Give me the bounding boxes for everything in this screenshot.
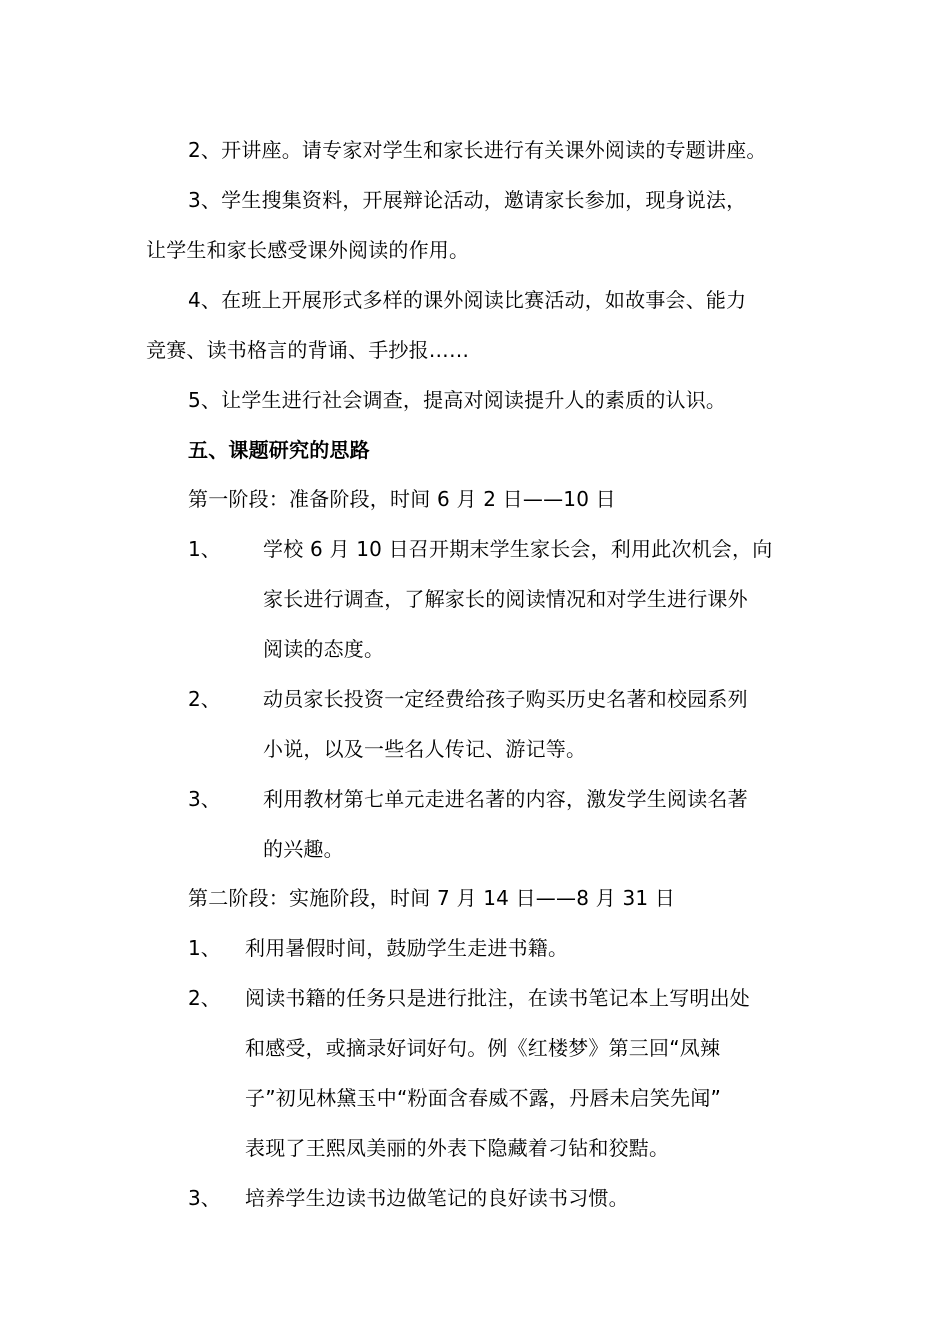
stage2-item-1-number: 1、 <box>188 936 221 960</box>
stage1-item-1-line-3: 阅读的态度。 <box>263 637 385 661</box>
stage1-item-1-line-2: 家长进行调查，了解家长的阅读情况和对学生进行课外 <box>263 587 748 611</box>
section-heading: 五、课题研究的思路 <box>188 438 370 462</box>
stage2-title: 第二阶段：实施阶段，时间 7 月 14 日——8 月 31 日 <box>188 886 676 910</box>
intro-item-2-line-1: 2、开讲座。请专家对学生和家长进行有关课外阅读的专题讲座。 <box>188 138 767 162</box>
intro-item-4-line-2: 竞赛、读书格言的背诵、手抄报…… <box>146 338 470 362</box>
stage1-item-3-line-1: 利用教材第七单元走进名著的内容，激发学生阅读名著 <box>263 787 748 811</box>
stage2-item-1-line-1: 利用暑假时间，鼓励学生走进书籍。 <box>245 936 569 960</box>
stage2-item-2-line-2: 和感受，或摘录好词好句。例《红楼梦》第三回“凤辣 <box>245 1036 721 1060</box>
stage1-item-3-number: 3、 <box>188 787 221 811</box>
stage1-item-1-line-1: 学校 6 月 10 日召开期末学生家长会，利用此次机会，向 <box>263 537 773 561</box>
stage1-item-2-line-2: 小说，以及一些名人传记、游记等。 <box>263 737 587 761</box>
stage2-item-2-line-4: 表现了王熙凤美丽的外表下隐藏着刁钻和狡黠。 <box>245 1136 670 1160</box>
stage1-item-2-number: 2、 <box>188 687 221 711</box>
stage2-item-2-line-1: 阅读书籍的任务只是进行批注，在读书笔记本上写明出处 <box>245 986 750 1010</box>
intro-item-4-line-1: 4、在班上开展形式多样的课外阅读比赛活动，如故事会、能力 <box>188 288 747 312</box>
stage2-item-3-line-1: 培养学生边读书边做笔记的良好读书习惯。 <box>245 1186 629 1210</box>
intro-item-3-line-2: 让学生和家长感受课外阅读的作用。 <box>146 238 470 262</box>
stage2-item-2-line-3: 子”初见林黛玉中“粉面含春威不露，丹唇未启笑先闻” <box>245 1086 722 1110</box>
stage1-title: 第一阶段：准备阶段，时间 6 月 2 日——10 日 <box>188 487 616 511</box>
intro-item-5-line-1: 5、让学生进行社会调查，提高对阅读提升人的素质的认识。 <box>188 388 727 412</box>
stage1-item-1-number: 1、 <box>188 537 221 561</box>
stage1-item-3-line-2: 的兴趣。 <box>263 837 344 861</box>
stage2-item-2-number: 2、 <box>188 986 221 1010</box>
stage1-item-2-line-1: 动员家长投资一定经费给孩子购买历史名著和校园系列 <box>263 687 748 711</box>
intro-item-3-line-1: 3、学生搜集资料，开展辩论活动，邀请家长参加，现身说法， <box>188 188 747 212</box>
stage2-item-3-number: 3、 <box>188 1186 221 1210</box>
